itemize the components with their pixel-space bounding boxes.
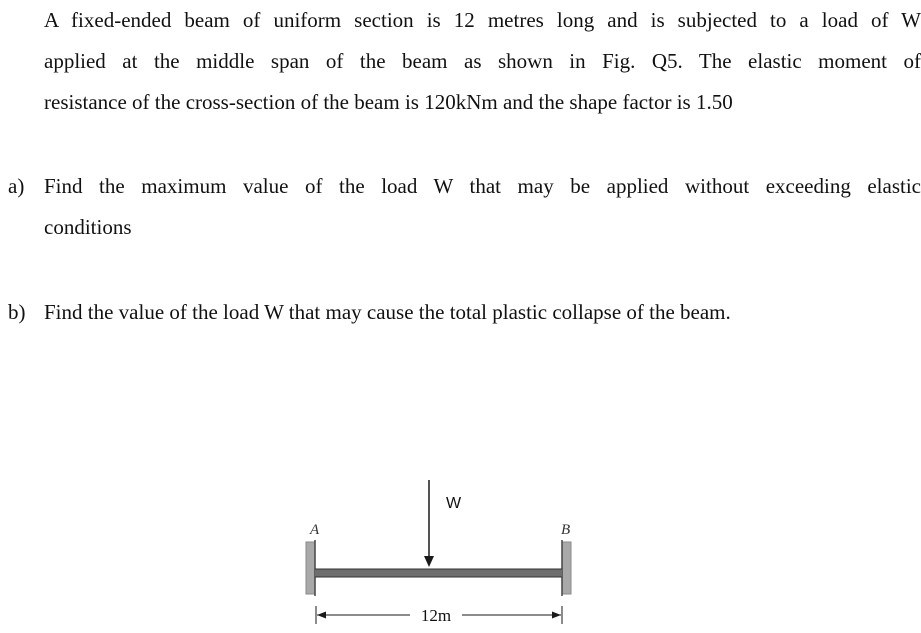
question-a-line-2: conditions xyxy=(44,215,132,239)
dimension-arrow-right xyxy=(552,612,561,619)
beam-diagram xyxy=(290,470,600,633)
problem-statement xyxy=(44,0,921,123)
dimension-arrow-left xyxy=(317,612,326,619)
support-label-a: A xyxy=(310,522,320,538)
right-wall xyxy=(562,542,571,594)
question-a-body xyxy=(44,166,921,248)
problem-line-3: resistance of the cross-section of the beam is 120kNm and the shape factor is 1.50 xyxy=(44,90,733,114)
beam xyxy=(315,569,562,577)
question-b-line-1: Find the value of the load W that may cause the total plastic collapse of the beam. xyxy=(44,300,731,324)
question-a-marker: a) xyxy=(8,174,25,198)
question-a-line-1: Find the maximum value of the load W that may be applied without exceeding elastic xyxy=(44,174,921,198)
problem-line-1: A fixed-ended beam of uniform section is 12 metres long and is subjected to a load of W xyxy=(44,8,921,32)
load-arrow-head xyxy=(424,556,434,567)
span-label: 12m xyxy=(420,606,452,625)
load-label: W xyxy=(446,495,462,512)
support-label-b: B xyxy=(561,522,571,538)
question-b-marker: b) xyxy=(8,300,26,324)
problem-line-2: applied at the middle span of the beam as shown in Fig. Q5. The elastic moment of xyxy=(44,49,921,73)
left-wall xyxy=(306,542,315,594)
beam-figure xyxy=(290,470,600,633)
question-b-body xyxy=(44,292,921,333)
